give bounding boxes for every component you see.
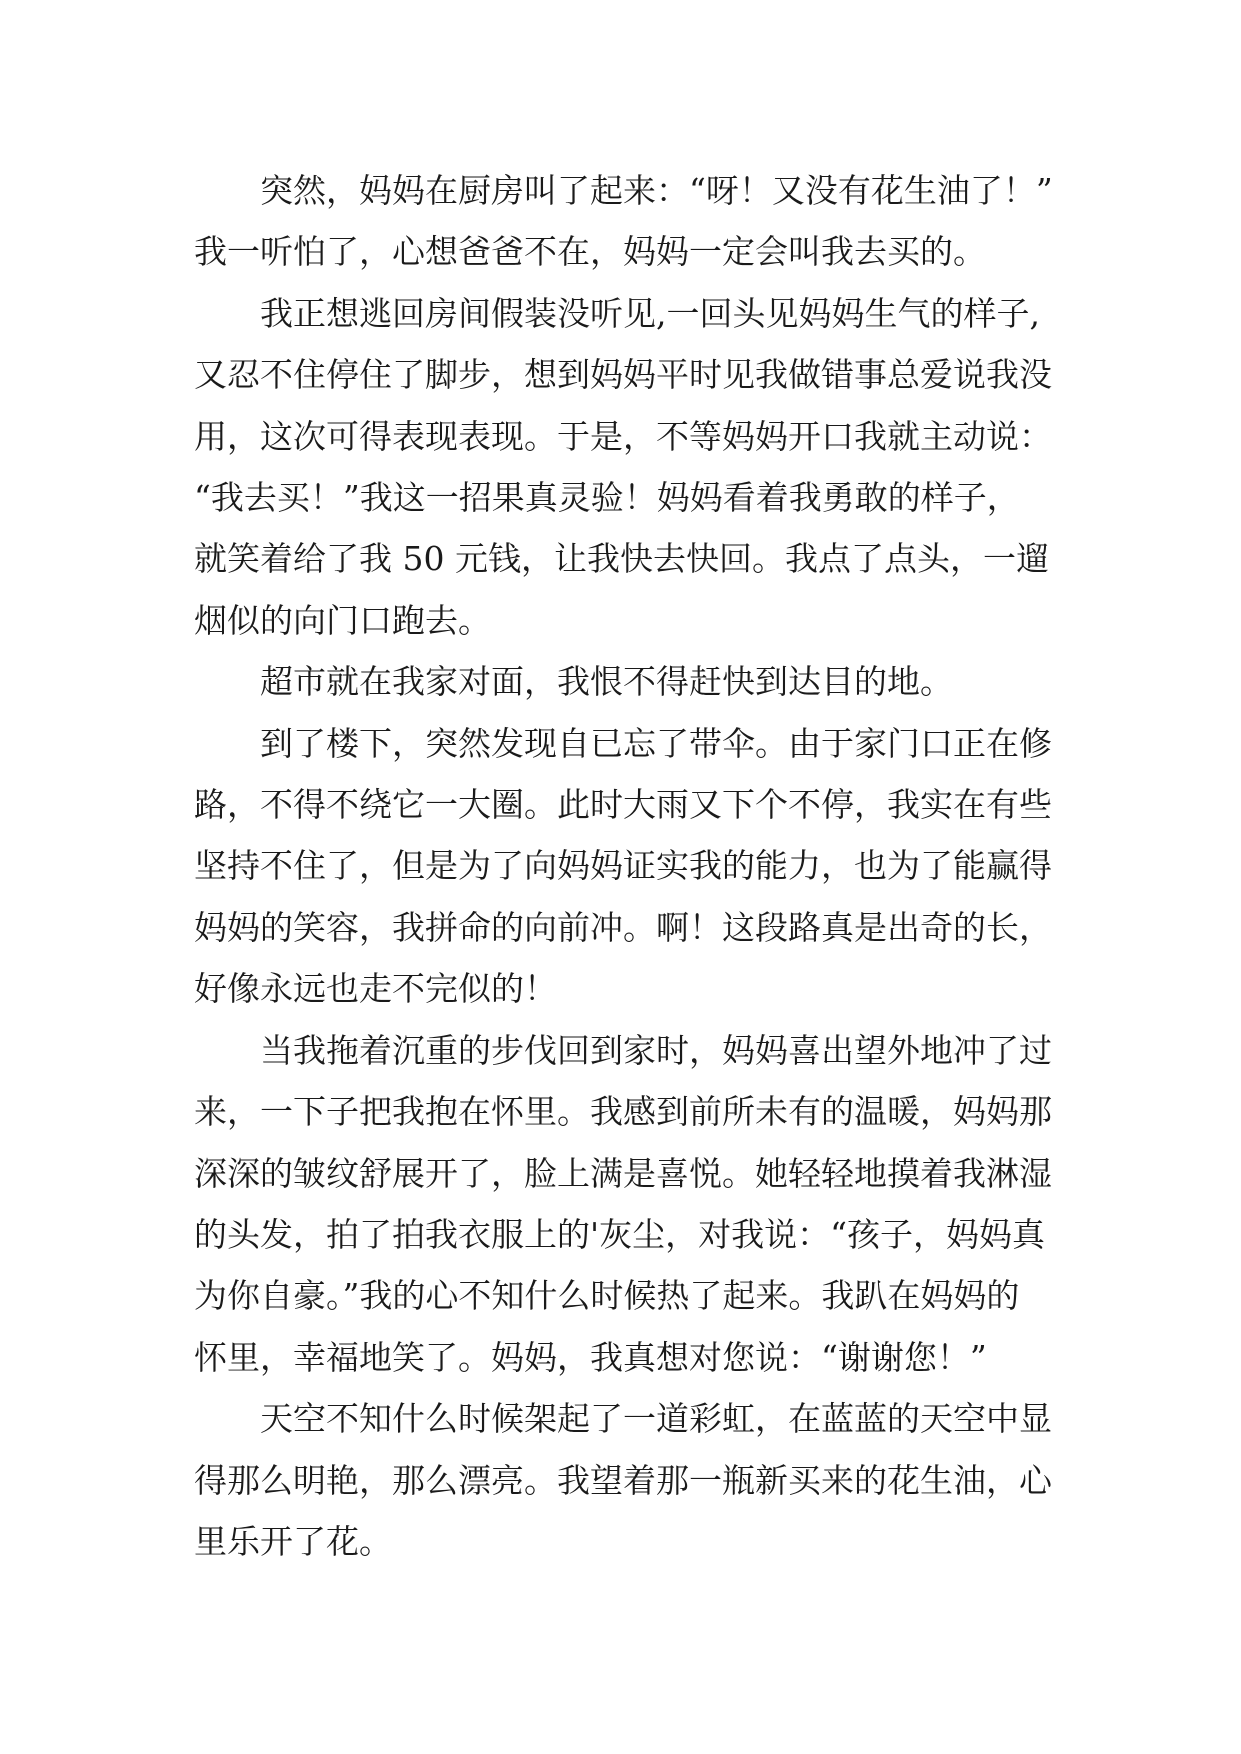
text-line: 路，不得不绕它一大圈。此时大雨又下个不停，我实在有些: [194, 785, 1052, 825]
paragraph-2: [194, 283, 1094, 651]
paragraph-3: [194, 651, 1094, 712]
text-line: 用，这次可得表现表现。于是，不等妈妈开口我就主动说：: [194, 416, 1052, 456]
text-line: 天空不知什么时候架起了一道彩虹，在蓝蓝的天空中显: [260, 1399, 1052, 1439]
text-line: 的头发，拍了拍我衣服上的'灰尘，对我说：“孩子，妈妈真: [194, 1214, 1045, 1254]
text-line: 好像永远也走不完似的！: [194, 969, 557, 1009]
text-line: 烟似的向门口跑去。: [194, 600, 491, 640]
text-line: 妈妈的笑容，我拼命的向前冲。啊！这段路真是出奇的长，: [194, 907, 1052, 947]
text-line: 我一听怕了，心想爸爸不在，妈妈一定会叫我去买的。: [194, 232, 986, 272]
paragraph-4: [194, 713, 1094, 1020]
paragraph-5: [194, 1020, 1094, 1388]
text-line: 我正想逃回房间假装没听见,一回头见妈妈生气的样子,: [260, 293, 1040, 333]
text-line: 超市就在我家对面，我恨不得赶快到达目的地。: [260, 662, 953, 702]
paragraph-6: [194, 1388, 1094, 1572]
text-line: 当我拖着沉重的步伐回到家时，妈妈喜出望外地冲了过: [260, 1030, 1052, 1070]
text-line: 里乐开了花。: [194, 1521, 392, 1561]
text-line: 深深的皱纹舒展开了，脸上满是喜悦。她轻轻地摸着我淋湿: [194, 1153, 1052, 1193]
text-line: 突然，妈妈在厨房叫了起来：“呀！又没有花生油了！”: [260, 171, 1053, 210]
paragraph-1: [194, 160, 1094, 283]
essay-body: [194, 160, 1094, 1572]
text-line: 得那么明艳，那么漂亮。我望着那一瓶新买来的花生油，心: [194, 1460, 1052, 1500]
text-line: 怀里，幸福地笑了。妈妈，我真想对您说：“谢谢您！”: [194, 1337, 987, 1377]
text-line: 就笑着给了我 50 元钱，让我快去快回。我点了点头，一遛: [194, 539, 1049, 579]
text-line: 为你自豪。”我的心不知什么时候热了起来。我趴在妈妈的: [194, 1276, 1020, 1316]
text-line: 来，一下子把我抱在怀里。我感到前所未有的温暖，妈妈那: [194, 1092, 1052, 1132]
text-line: 又忍不住停住了脚步，想到妈妈平时见我做错事总爱说我没: [194, 355, 1052, 395]
text-line: 到了楼下，突然发现自已忘了带伞。由于家门口正在修: [260, 723, 1052, 763]
text-line: “我去买！”我这一招果真灵验！妈妈看着我勇敢的样子，: [194, 478, 1020, 518]
text-line: 坚持不住了，但是为了向妈妈证实我的能力，也为了能赢得: [194, 846, 1052, 886]
